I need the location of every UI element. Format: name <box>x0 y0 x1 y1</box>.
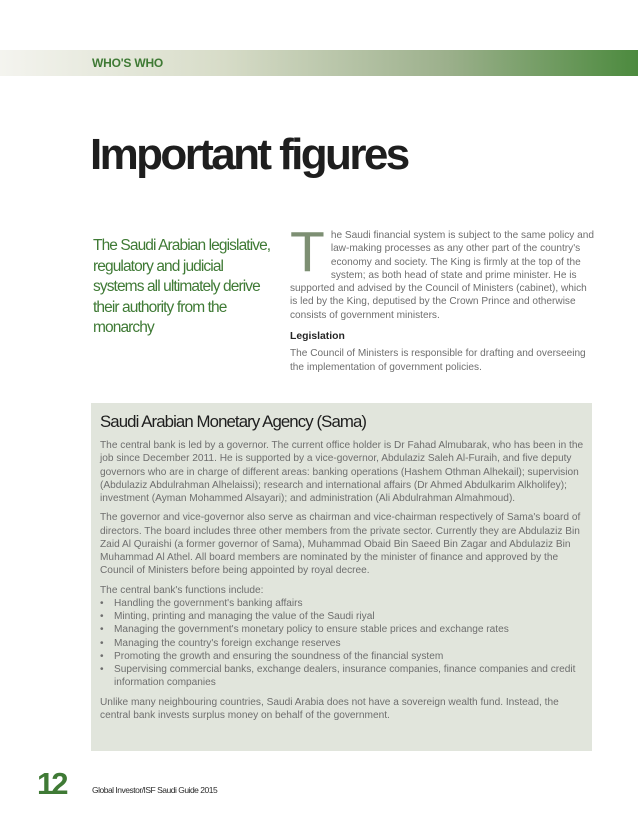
footer-credit: Global Investor/ISF Saudi Guide 2015 <box>92 785 218 795</box>
section-label: WHO'S WHO <box>92 56 164 70</box>
intro-text: he Saudi financial system is subject to the same policy and law-making processes as any other part of the country's economy and society. The King is firmly at the top of the system; as both head of state and prime minister. He is supported and advised by the Council of Ministers (cabinet), which is led by the King, deputised by the Crown Prince and otherwise consists of government ministers. <box>290 230 594 321</box>
page-number: 12 <box>37 766 66 801</box>
panel-paragraph: The central bank's functions include: <box>100 584 264 596</box>
list-item: • Managing the country's foreign exchange reserves <box>100 637 341 649</box>
bullet-glyph: • <box>100 597 104 609</box>
panel-paragraph: The central bank is led by a governor. The current office holder is Dr Fahad Almubarak, who has been in the job since December 2011. He is supported by a vice-governor, Abdulaziz Saleh Al-Furaih, and five deputy governors who are in charge of different areas: banking operations (Hashem Othman Alhekail); supervision (Abdulaziz Abdulrahman Alhelaissi); research and international affairs (Dr Ahmed Abdulkarim Alkholifey); investment (Ayman Mohammed Alsayari); and administration (Ali Abdulrahman Almahmoud). <box>100 440 584 504</box>
panel-title: Saudi Arabian Monetary Agency (Sama) <box>100 412 367 431</box>
page-title: Important figures <box>90 130 408 179</box>
functions-list <box>100 597 586 690</box>
list-item: • Minting, printing and managing the value of the Saudi riyal <box>100 611 375 622</box>
bullet-glyph: • <box>100 637 104 649</box>
bullet-glyph: • <box>100 611 104 622</box>
bullet-glyph: • <box>100 664 104 675</box>
list-item: • Supervising commercial banks, exchange dealers, insurance companies, finance companies and credit information companies <box>100 664 576 689</box>
intro-paragraph <box>290 220 595 322</box>
bullet-glyph: • <box>100 624 104 636</box>
sama-panel <box>91 403 592 751</box>
standfirst: The Saudi Arabian legislative, regulatory and judicial systems all ultimately derive their authority from the monarchy <box>93 237 271 336</box>
bullet-glyph: • <box>100 650 104 662</box>
panel-closing-paragraph: Unlike many neighbouring countries, Saudi Arabia does not have a sovereign wealth fund. Instead, the central bank invests surplus money on behalf of the government. <box>100 696 559 721</box>
list-item: • Handling the government's banking affairs <box>100 597 303 609</box>
intro-column <box>290 220 595 374</box>
list-item: • Promoting the growth and ensuring the soundness of the financial system <box>100 650 444 662</box>
list-item: • Managing the government's monetary policy to ensure stable prices and exchange rates <box>100 624 509 636</box>
legislation-text: The Council of Ministers is responsible for drafting and overseeing the implementation of government policies. <box>290 348 586 373</box>
drop-cap: T <box>290 220 325 284</box>
legislation-subhead: Legislation <box>290 331 345 343</box>
panel-body <box>100 439 586 728</box>
panel-paragraph: The governor and vice-governor also serve as chairman and vice-chairman respectively of Sama's board of directors. The board includes three other members from the private sector. Currently they are Abdulaziz Bin Zaid Al Quraishi (a former governor of Sama), Muhammad Obaid Bin Saeed Bin Zagar and Abdulaziz Bin Muhammad Al Athel. All board members are nominated by the minister of finance and approved by the Council of Ministers before being appointed by royal decree. <box>100 512 581 577</box>
